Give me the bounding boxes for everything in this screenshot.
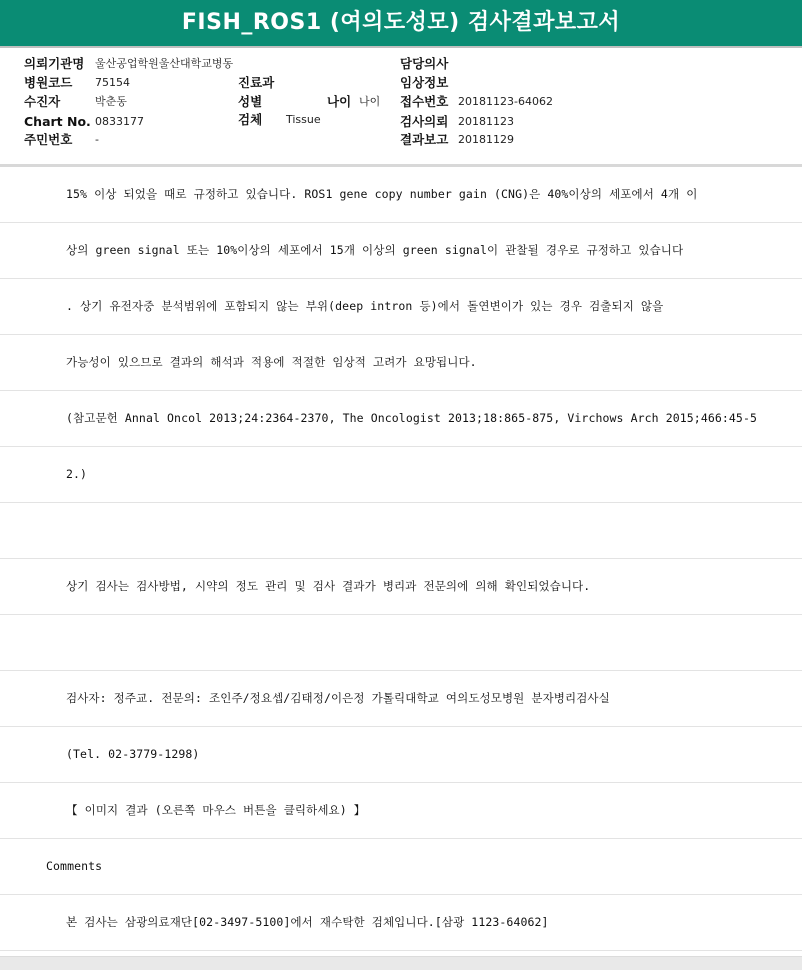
report-date-value: 20181129: [458, 133, 514, 146]
age-label: 나이: [327, 94, 352, 109]
report-line-text: (Tel. 02-3779-1298): [66, 747, 200, 761]
image-result-row[interactable]: [0, 783, 802, 839]
report-line-blank: [0, 615, 802, 671]
report-line: [0, 727, 802, 783]
report-line: [0, 167, 802, 223]
department-label: 진료과: [238, 75, 275, 90]
comments-heading: Comments: [46, 859, 103, 873]
report-line: [0, 671, 802, 727]
report-line-text: 검사자: 정주교. 전문의: 조인주/정요셉/김태정/이은정 가톨릭대학교 여의도성모병원 분자병리검사실: [66, 691, 610, 705]
chart-no-value: 0833177: [95, 115, 144, 128]
image-result-link[interactable]: 【 이미지 결과 (오른쪽 마우스 버튼을 클릭하세요) 】: [66, 803, 366, 817]
specimen-label: 검체: [238, 112, 263, 127]
report-line: [0, 335, 802, 391]
request-date-label: 검사의뢰: [400, 114, 449, 129]
report-header: [0, 48, 802, 164]
report-date-label: 결과보고: [400, 132, 449, 147]
report-line-text: 2.): [66, 467, 88, 481]
chart-no-label: Chart No.: [24, 114, 91, 129]
report-title: FISH_ROS1 (여의도성모) 검사결과보고서: [0, 0, 802, 46]
report-line-text: 상의 green signal 또는 10%이상의 세포에서 15개 이상의 green signal이 관찰될 경우로 규정하고 있습니다: [66, 243, 684, 257]
report-line-text: 상기 검사는 검사방법, 시약의 정도 관리 및 검사 결과가 병리과 전문의에 의해 확인되었습니다.: [66, 579, 591, 593]
report-line-text: 가능성이 있으므로 결과의 해석과 적용에 적절한 임상적 고려가 요망됩니다.: [66, 355, 477, 369]
requesting-institution-value: 울산공업학원울산대학교병동: [95, 57, 234, 70]
report-line: [0, 447, 802, 503]
report-body: [0, 167, 802, 955]
report-line: [0, 391, 802, 447]
receipt-no-label: 접수번호: [400, 94, 449, 109]
patient-label: 수진자: [24, 94, 61, 109]
report-line: [0, 223, 802, 279]
bottom-scroll-area: [0, 956, 802, 970]
doctor-label: 담당의사: [400, 56, 449, 71]
report-line-text: 15% 이상 되었을 때로 규정하고 있습니다. ROS1 gene copy number gain (CNG)은 40%이상의 세포에서 4개 이: [66, 187, 698, 201]
sex-label: 성별: [238, 94, 263, 109]
report-line-text: 본 검사는 삼광의료재단[02-3497-5100]에서 재수탁한 검체입니다.[삼광 1123-64062]: [66, 915, 549, 929]
hospital-code-label: 병원코드: [24, 75, 73, 90]
report-line: [0, 279, 802, 335]
report-line-blank: [0, 503, 802, 559]
requesting-institution-label: 의뢰기관명: [24, 56, 85, 71]
patient-value: 박춘동: [95, 95, 127, 108]
report-line-text: . 상기 유전자중 분석범위에 포함되지 않는 부위(deep intron 등)에서 돌연변이가 있는 경우 검출되지 않을: [66, 299, 664, 313]
id-no-value: -: [95, 133, 99, 146]
report-line: [0, 895, 802, 951]
age-value: 나이: [359, 95, 381, 108]
request-date-value: 20181123: [458, 115, 514, 128]
hospital-code-value: 75154: [95, 76, 130, 89]
report-line: [0, 559, 802, 615]
id-no-label: 주민번호: [24, 132, 73, 147]
receipt-no-value: 20181123-64062: [458, 95, 553, 108]
report-line-text: (참고문헌 Annal Oncol 2013;24:2364-2370, The Oncologist 2013;18:865-875, Virchows Arch 2015;466:45-5: [66, 411, 758, 425]
clinical-info-label: 임상정보: [400, 75, 449, 90]
comments-row: [0, 839, 802, 895]
specimen-value: Tissue: [286, 113, 321, 126]
